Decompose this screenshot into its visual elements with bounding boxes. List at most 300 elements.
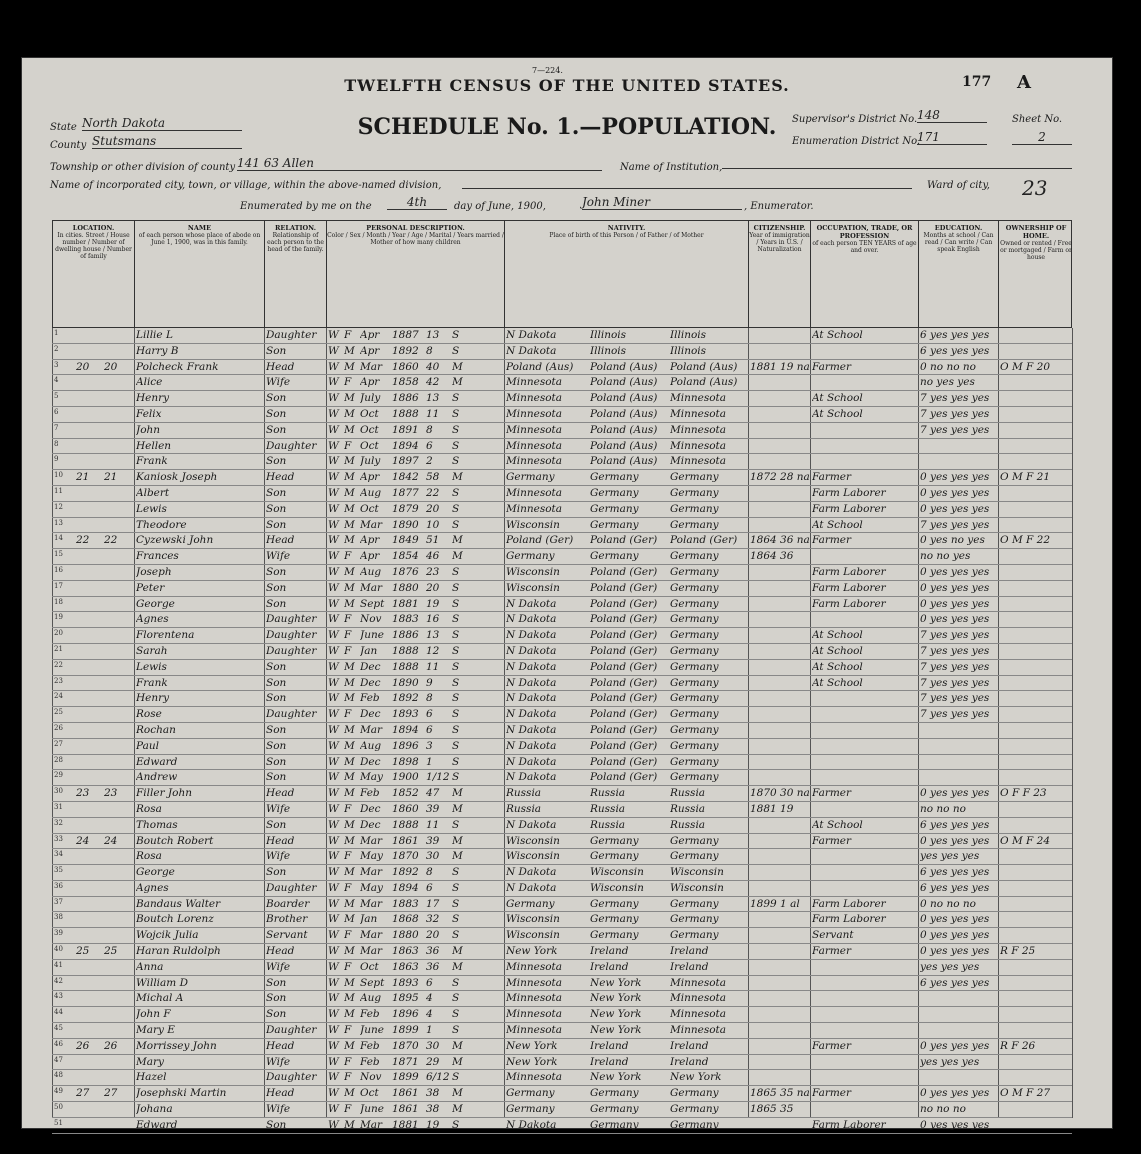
cell-year: 1900	[392, 771, 419, 784]
cell-n: 43	[54, 992, 63, 1001]
cell-edu: 7 yes yes yes	[920, 423, 990, 436]
cell-year: 1861	[392, 1087, 419, 1100]
cell-rel: Son	[266, 502, 287, 515]
cell-sex: M	[344, 834, 355, 847]
cell-occ: At School	[812, 407, 863, 420]
table-row	[52, 375, 1072, 391]
cell-age: 13	[426, 629, 440, 642]
cell-name: John	[136, 423, 161, 436]
cell-mother: Germany	[670, 502, 719, 515]
cell-birth: N Dakota	[506, 660, 557, 673]
cell-year: 1896	[392, 1008, 419, 1021]
cell-name: Wojcik Julia	[136, 929, 199, 942]
cell-n: 49	[54, 1087, 63, 1096]
cell-month: Sept	[360, 976, 385, 989]
cell-name: Joseph	[136, 565, 172, 578]
cell-father: New York	[590, 1024, 642, 1037]
cell-edu: 6 yes yes yes	[920, 976, 990, 989]
cell-n: 19	[54, 613, 63, 622]
cell-mother: Germany	[670, 708, 719, 721]
cell-month: Feb	[360, 1055, 380, 1068]
cell-name: Michal A	[136, 992, 184, 1005]
enumerator-name: John Miner	[582, 195, 742, 210]
cell-n: 33	[54, 834, 63, 843]
cell-mother: Germany	[670, 755, 719, 768]
cell-sex: M	[344, 723, 355, 736]
cell-occ: Farm Laborer	[812, 486, 886, 499]
cell-year: 1892	[392, 866, 419, 879]
form-number: 7—224.	[532, 66, 563, 75]
cell-name: Mary	[136, 1055, 164, 1068]
cell-rel: Son	[266, 423, 287, 436]
cell-sex: M	[344, 518, 355, 531]
cell-sex: F	[344, 550, 352, 563]
cell-birth: Minnesota	[506, 486, 563, 499]
cell-edu: 0 yes yes yes	[920, 565, 990, 578]
table-row	[52, 518, 1072, 534]
cell-dw: 24	[76, 834, 90, 847]
cell-color: W	[328, 818, 339, 831]
cell-birth: Wisconsin	[506, 850, 560, 863]
table-row	[52, 1118, 1072, 1134]
cell-father: Germany	[590, 897, 639, 910]
cell-own: R F 26	[1000, 1039, 1036, 1052]
cell-name: Lewis	[136, 660, 167, 673]
cell-mother: Ireland	[670, 1055, 709, 1068]
cell-edu: 0 yes yes yes	[920, 581, 990, 594]
cell-n: 50	[54, 1103, 63, 1112]
cell-edu: 0 yes yes yes	[920, 834, 990, 847]
cell-n: 4	[54, 376, 59, 385]
cell-month: Oct	[360, 1087, 379, 1100]
cell-name: Agnes	[136, 881, 169, 894]
cell-color: W	[328, 644, 339, 657]
cell-rel: Servant	[266, 929, 308, 942]
cell-color: W	[328, 423, 339, 436]
cell-father: New York	[590, 976, 642, 989]
cell-sex: M	[344, 771, 355, 784]
cell-rel: Son	[266, 818, 287, 831]
cell-month: Nov	[360, 613, 382, 626]
cell-n: 46	[54, 1039, 63, 1048]
cell-father: Poland (Aus)	[590, 439, 658, 452]
cell-name: Rosa	[136, 850, 162, 863]
cell-year: 1898	[392, 755, 419, 768]
cell-birth: N Dakota	[506, 818, 557, 831]
cell-age: 58	[426, 471, 440, 484]
cell-sex: F	[344, 850, 352, 863]
cell-father: Poland (Aus)	[590, 423, 658, 436]
cell-mother: Germany	[670, 913, 719, 926]
cell-edu: 6 yes yes yes	[920, 818, 990, 831]
cell-color: W	[328, 344, 339, 357]
cell-birth: Minnesota	[506, 1008, 563, 1021]
cell-edu: 0 yes yes yes	[920, 486, 990, 499]
cell-n: 18	[54, 597, 63, 606]
cell-mother: Minnesota	[670, 407, 727, 420]
cell-month: Oct	[360, 423, 379, 436]
cell-sex: M	[344, 392, 355, 405]
cell-father: Ireland	[590, 945, 629, 958]
cell-rel: Daughter	[266, 439, 317, 452]
cell-age: 39	[426, 802, 440, 815]
cell-sex: F	[344, 376, 352, 389]
cell-month: June	[360, 1024, 384, 1037]
cell-birth: Wisconsin	[506, 913, 560, 926]
cell-n: 35	[54, 866, 63, 875]
cell-mother: Germany	[670, 597, 719, 610]
cell-mother: Wisconsin	[670, 881, 724, 894]
cell-father: Illinois	[590, 329, 627, 341]
cell-name: Frank	[136, 676, 168, 689]
cell-year: 1858	[392, 376, 419, 389]
cell-father: Germany	[590, 913, 639, 926]
cell-n: 24	[54, 692, 63, 701]
cell-name: Frances	[136, 550, 179, 563]
cell-age: 32	[426, 913, 440, 926]
cell-year: 1870	[392, 1039, 419, 1052]
cell-mar: M	[452, 471, 463, 484]
cell-rel: Head	[266, 787, 295, 800]
supervisor-value: 148	[917, 108, 987, 123]
cell-age: 38	[426, 1087, 440, 1100]
cell-color: W	[328, 360, 339, 373]
table-row	[52, 1086, 1072, 1102]
cell-name: Haran Ruldolph	[136, 945, 221, 958]
cell-edu: no no no	[920, 802, 966, 815]
cell-name: Johana	[136, 1103, 173, 1116]
cell-name: Edward	[136, 755, 178, 768]
cell-mother: Wisconsin	[670, 866, 724, 879]
cell-month: Apr	[360, 550, 380, 563]
cell-month: Oct	[360, 407, 379, 420]
col-citizenship: CITIZENSHIP. Year of immigration / Years in U.S. / Naturalization	[749, 221, 811, 329]
cell-birth: Minnesota	[506, 376, 563, 389]
cell-year: 1892	[392, 344, 419, 357]
cell-age: 19	[426, 597, 440, 610]
cell-father: Ireland	[590, 1055, 629, 1068]
enumerated-day: 4th	[387, 195, 447, 210]
cell-name: Mary E	[136, 1024, 175, 1037]
cell-fam: 22	[104, 534, 118, 547]
cell-father: Germany	[590, 850, 639, 863]
cell-mother: Germany	[670, 1087, 719, 1100]
cell-sex: M	[344, 423, 355, 436]
cell-imm: 1870 30 na	[750, 787, 810, 800]
cell-n: 20	[54, 629, 63, 638]
cell-birth: Minnesota	[506, 992, 563, 1005]
cell-father: Russia	[590, 787, 626, 800]
cell-rel: Son	[266, 486, 287, 499]
cell-dw: 20	[76, 360, 90, 373]
cell-mother: Minnesota	[670, 392, 727, 405]
cell-mar: S	[452, 344, 460, 357]
cell-mother: Germany	[670, 644, 719, 657]
cell-month: July	[360, 392, 381, 405]
table-row	[52, 549, 1072, 565]
cell-own: R F 25	[1000, 945, 1036, 958]
cell-age: 1	[426, 755, 433, 768]
cell-birth: New York	[506, 1039, 558, 1052]
cell-age: 20	[426, 502, 440, 515]
cell-rel: Daughter	[266, 708, 317, 721]
table-row	[52, 1070, 1072, 1086]
cell-sex: M	[344, 945, 355, 958]
cell-rel: Son	[266, 739, 287, 752]
cell-birth: Poland (Aus)	[506, 360, 574, 373]
cell-occ: Farmer	[812, 787, 852, 800]
cell-mar: M	[452, 1103, 463, 1116]
cell-mar: S	[452, 708, 460, 721]
cell-age: 11	[426, 660, 440, 673]
cell-rel: Son	[266, 771, 287, 784]
cell-birth: Minnesota	[506, 392, 563, 405]
table-row	[52, 660, 1072, 676]
cell-color: W	[328, 455, 339, 468]
cell-sex: M	[344, 502, 355, 515]
cell-mar: M	[452, 945, 463, 958]
cell-occ: At School	[812, 660, 863, 673]
cell-n: 44	[54, 1008, 63, 1017]
cell-sex: F	[344, 1024, 352, 1037]
cell-month: Aug	[360, 739, 382, 752]
cell-edu: 6 yes yes yes	[920, 344, 990, 357]
cell-year: 1888	[392, 644, 419, 657]
cell-name: George	[136, 866, 175, 879]
cell-age: 6	[426, 976, 433, 989]
cell-year: 1861	[392, 834, 419, 847]
state-value: North Dakota	[82, 116, 242, 131]
cell-sex: M	[344, 486, 355, 499]
cell-mar: M	[452, 360, 463, 373]
cell-edu: no yes yes	[920, 376, 975, 389]
cell-edu: 6 yes yes yes	[920, 329, 990, 341]
cell-rel: Son	[266, 1008, 287, 1021]
cell-color: W	[328, 913, 339, 926]
cell-sex: F	[344, 1103, 352, 1116]
cell-year: 1863	[392, 945, 419, 958]
cell-year: 1881	[392, 597, 419, 610]
cell-color: W	[328, 850, 339, 863]
cell-name: Boutch Lorenz	[136, 913, 214, 926]
cell-mother: Germany	[670, 613, 719, 626]
cell-mother: Ireland	[670, 960, 709, 973]
cell-occ: Farmer	[812, 471, 852, 484]
cell-year: 1883	[392, 897, 419, 910]
cell-age: 46	[426, 550, 440, 563]
cell-occ: At School	[812, 329, 863, 341]
cell-edu: 6 yes yes yes	[920, 866, 990, 879]
cell-occ: Farmer	[812, 945, 852, 958]
cell-father: New York	[590, 1008, 642, 1021]
cell-own: O M F 21	[1000, 471, 1051, 484]
cell-month: Aug	[360, 486, 382, 499]
cell-n: 12	[54, 502, 63, 511]
cell-age: 6	[426, 723, 433, 736]
cell-name: Henry	[136, 692, 170, 705]
cell-sex: M	[344, 913, 355, 926]
cell-year: 1888	[392, 818, 419, 831]
cell-n: 10	[54, 471, 63, 480]
cell-month: Mar	[360, 723, 383, 736]
col-ownership: OWNERSHIP OF HOME. Owned or rented / Free or mortgaged / Farm or house	[1000, 224, 1072, 261]
cell-fam: 20	[104, 360, 118, 373]
cell-month: Apr	[360, 344, 380, 357]
cell-n: 8	[54, 439, 59, 448]
cell-own: O M F 27	[1000, 1087, 1051, 1100]
cell-birth: N Dakota	[506, 771, 557, 784]
cell-edu: 0 yes yes yes	[920, 1118, 990, 1131]
cell-sex: M	[344, 660, 355, 673]
cell-mother: Germany	[670, 581, 719, 594]
table-row	[52, 628, 1072, 644]
cell-month: Apr	[360, 534, 380, 547]
cell-birth: Minnesota	[506, 407, 563, 420]
cell-father: Poland (Ger)	[590, 597, 658, 610]
cell-edu: 6 yes yes yes	[920, 881, 990, 894]
cell-sex: M	[344, 407, 355, 420]
cell-mar: S	[452, 723, 460, 736]
cell-name: Polcheck Frank	[136, 360, 219, 373]
cell-color: W	[328, 1039, 339, 1052]
cell-occ: Farm Laborer	[812, 897, 886, 910]
cell-color: W	[328, 723, 339, 736]
cell-mar: S	[452, 881, 460, 894]
cell-mother: Illinois	[670, 344, 707, 357]
cell-occ: At School	[812, 518, 863, 531]
cell-n: 14	[54, 534, 63, 543]
cell-birth: Minnesota	[506, 502, 563, 515]
cell-mar: S	[452, 818, 460, 831]
cell-rel: Son	[266, 518, 287, 531]
cell-n: 27	[54, 739, 63, 748]
cell-month: Dec	[360, 755, 381, 768]
table-row	[52, 691, 1072, 707]
cell-age: 19	[426, 1118, 440, 1131]
cell-father: Illinois	[590, 344, 627, 357]
cell-birth: Minnesota	[506, 439, 563, 452]
cell-rel: Son	[266, 660, 287, 673]
cell-year: 1860	[392, 802, 419, 815]
cell-year: 1894	[392, 881, 419, 894]
cell-color: W	[328, 676, 339, 689]
cell-year: 1891	[392, 423, 419, 436]
cell-age: 8	[426, 423, 433, 436]
cell-rel: Son	[266, 866, 287, 879]
table-row	[52, 533, 1072, 549]
cell-sex: M	[344, 739, 355, 752]
cell-name: Theodore	[136, 518, 187, 531]
cell-rel: Son	[266, 565, 287, 578]
cell-mar: S	[452, 676, 460, 689]
cell-mar: S	[452, 771, 460, 784]
cell-year: 1881	[392, 1118, 419, 1131]
cell-father: Poland (Aus)	[590, 360, 658, 373]
table-row	[52, 786, 1072, 802]
cell-year: 1899	[392, 1071, 419, 1084]
cell-mar: M	[452, 787, 463, 800]
institution-label: Name of Institution,	[620, 162, 723, 173]
table-row	[52, 707, 1072, 723]
cell-mother: Germany	[670, 1118, 719, 1131]
cell-sex: F	[344, 439, 352, 452]
cell-name: Felix	[136, 407, 162, 420]
cell-age: 22	[426, 486, 440, 499]
table-row	[52, 897, 1072, 913]
cell-birth: Minnesota	[506, 455, 563, 468]
cell-mother: Russia	[670, 818, 706, 831]
cell-age: 6/12	[426, 1071, 450, 1084]
cell-dw: 25	[76, 945, 90, 958]
cell-year: 1883	[392, 613, 419, 626]
cell-sex: M	[344, 1087, 355, 1100]
cell-sex: M	[344, 471, 355, 484]
cell-birth: Germany	[506, 471, 555, 484]
cell-occ: At School	[812, 644, 863, 657]
cell-month: Dec	[360, 818, 381, 831]
cell-sex: M	[344, 676, 355, 689]
cell-edu: 0 yes yes yes	[920, 945, 990, 958]
cell-rel: Wife	[266, 550, 291, 563]
cell-age: 38	[426, 1103, 440, 1116]
cell-sex: M	[344, 897, 355, 910]
cell-name: William D	[136, 976, 189, 989]
cell-edu: 7 yes yes yes	[920, 392, 990, 405]
cell-sex: M	[344, 565, 355, 578]
cell-father: Poland (Ger)	[590, 771, 658, 784]
cell-color: W	[328, 787, 339, 800]
city-line	[462, 188, 912, 189]
cell-mother: Ireland	[670, 1039, 709, 1052]
cell-mother: Poland (Aus)	[670, 360, 738, 373]
cell-rel: Son	[266, 407, 287, 420]
cell-year: 1894	[392, 723, 419, 736]
cell-mar: S	[452, 565, 460, 578]
cell-father: Poland (Ger)	[590, 755, 658, 768]
cell-month: Mar	[360, 897, 383, 910]
cell-mar: S	[452, 1118, 460, 1131]
cell-mother: Germany	[670, 739, 719, 752]
cell-mar: S	[452, 613, 460, 626]
cell-month: Feb	[360, 787, 380, 800]
cell-father: New York	[590, 1071, 642, 1084]
cell-mother: Poland (Aus)	[670, 376, 738, 389]
cell-mar: S	[452, 692, 460, 705]
cell-mar: M	[452, 1055, 463, 1068]
cell-edu: 0 yes yes yes	[920, 502, 990, 515]
cell-mar: S	[452, 581, 460, 594]
cell-birth: Wisconsin	[506, 581, 560, 594]
cell-name: Kaniosk Joseph	[136, 471, 218, 484]
enumerated-label: Enumerated by me on the	[240, 201, 372, 212]
cell-edu: 0 yes yes yes	[920, 913, 990, 926]
cell-edu: 7 yes yes yes	[920, 676, 990, 689]
cell-color: W	[328, 629, 339, 642]
cell-year: 1886	[392, 392, 419, 405]
enumerated-month: day of June, 1900,	[454, 201, 546, 212]
cell-father: Germany	[590, 929, 639, 942]
cell-occ: Farmer	[812, 360, 852, 373]
cell-edu: 7 yes yes yes	[920, 407, 990, 420]
cell-name: Thomas	[136, 818, 178, 831]
cell-birth: N Dakota	[506, 755, 557, 768]
cell-month: May	[360, 771, 383, 784]
table-row	[52, 818, 1072, 834]
cell-occ: At School	[812, 676, 863, 689]
cell-name: Rochan	[136, 723, 176, 736]
table-row	[52, 723, 1072, 739]
cell-month: Mar	[360, 834, 383, 847]
